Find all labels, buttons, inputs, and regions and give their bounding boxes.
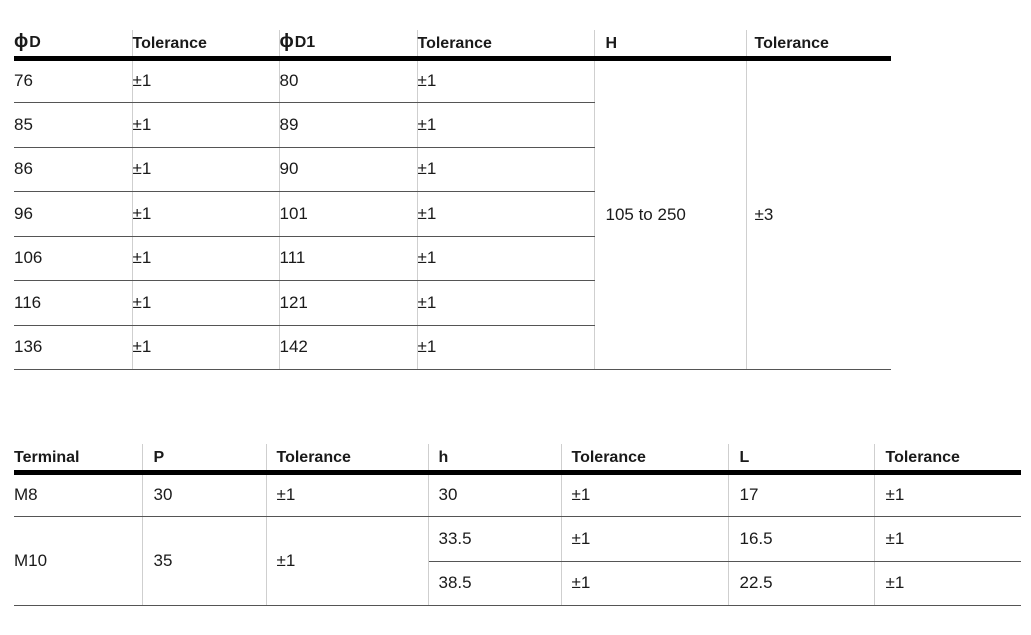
cell-tolerance: ±1: [561, 561, 728, 606]
cell-d: 86: [14, 147, 132, 192]
cell-tolerance: ±1: [266, 517, 428, 606]
header-tolerance: Tolerance: [746, 30, 891, 58]
cell-tolerance: ±1: [266, 472, 428, 517]
cell-tolerance: ±1: [417, 147, 594, 192]
cell-tolerance: ±1: [132, 281, 279, 326]
cell-d1: 111: [279, 236, 417, 281]
cell-h: 30: [428, 472, 561, 517]
diameter-icon: ϕ: [14, 30, 29, 52]
cell-tolerance: ±1: [417, 236, 594, 281]
header-phi-d1: [279, 30, 417, 58]
cell-h: 33.5: [428, 517, 561, 562]
cell-h-tolerance-merged: ±3: [746, 58, 891, 370]
table-row: [14, 58, 891, 103]
table-header-row: [14, 444, 1021, 472]
header-tolerance: Tolerance: [561, 444, 728, 472]
cell-tolerance: ±1: [417, 103, 594, 148]
cell-d: 136: [14, 325, 132, 370]
cell-tolerance: ±1: [561, 517, 728, 562]
cell-d1: 142: [279, 325, 417, 370]
cell-d: 116: [14, 281, 132, 326]
cell-l: 16.5: [728, 517, 874, 562]
table-row: [14, 472, 1021, 517]
header-l: L: [728, 444, 874, 472]
cell-d: 76: [14, 58, 132, 103]
cell-tolerance: ±1: [417, 325, 594, 370]
cell-h: 38.5: [428, 561, 561, 606]
cell-h-merged: 105 to 250: [594, 58, 746, 370]
cell-tolerance: ±1: [132, 58, 279, 103]
cell-terminal: M8: [14, 472, 142, 517]
cell-tolerance: ±1: [417, 58, 594, 103]
diameter-icon: ϕ: [279, 30, 294, 52]
cell-d1: 101: [279, 192, 417, 237]
header-tolerance: Tolerance: [417, 30, 594, 58]
cell-tolerance: ±1: [132, 325, 279, 370]
cell-tolerance: ±1: [132, 192, 279, 237]
cell-tolerance: ±1: [417, 281, 594, 326]
cell-d1: 80: [279, 58, 417, 103]
header-h: H: [594, 30, 746, 58]
cell-tolerance: ±1: [132, 236, 279, 281]
cell-terminal: M10: [14, 517, 142, 606]
cell-tolerance: ±1: [132, 103, 279, 148]
header-tolerance: Tolerance: [132, 30, 279, 58]
cell-d: 85: [14, 103, 132, 148]
cell-l: 22.5: [728, 561, 874, 606]
dimensions-table: [14, 30, 891, 370]
cell-tolerance: ±1: [561, 472, 728, 517]
cell-tolerance: ±1: [132, 147, 279, 192]
cell-d1: 89: [279, 103, 417, 148]
table-row: [14, 517, 1021, 562]
header-h: h: [428, 444, 561, 472]
header-tolerance: Tolerance: [266, 444, 428, 472]
header-label: D: [29, 33, 41, 51]
cell-d1: 90: [279, 147, 417, 192]
cell-tolerance: ±1: [417, 192, 594, 237]
cell-p: 30: [142, 472, 266, 517]
header-phi-d: [14, 30, 132, 58]
table-header-row: [14, 30, 891, 58]
header-label: D1: [294, 33, 316, 51]
cell-d: 106: [14, 236, 132, 281]
cell-d1: 121: [279, 281, 417, 326]
cell-tolerance: ±1: [874, 561, 1021, 606]
cell-tolerance: ±1: [874, 517, 1021, 562]
header-terminal: Terminal: [14, 444, 142, 472]
cell-d: 96: [14, 192, 132, 237]
terminal-table: [14, 444, 1021, 606]
header-tolerance: Tolerance: [874, 444, 1021, 472]
cell-p: 35: [142, 517, 266, 606]
header-p: P: [142, 444, 266, 472]
cell-l: 17: [728, 472, 874, 517]
cell-tolerance: ±1: [874, 472, 1021, 517]
